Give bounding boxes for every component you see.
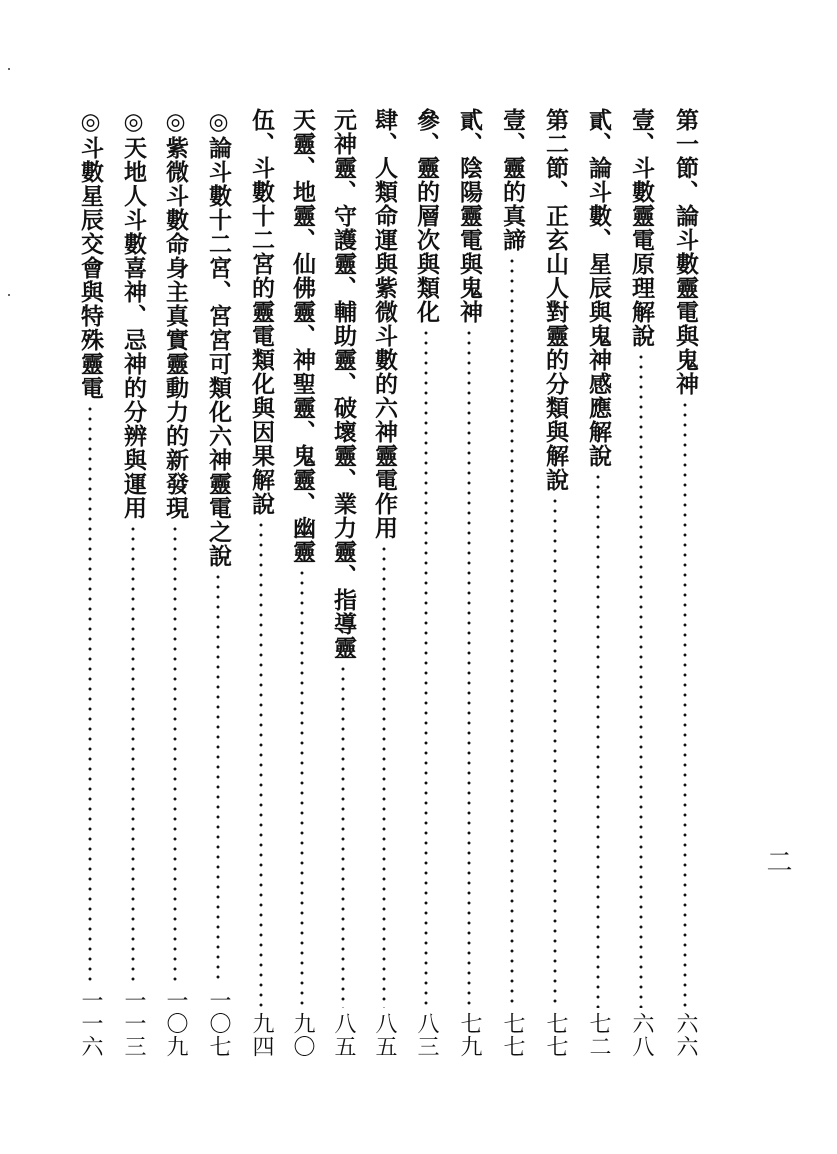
entry-page: 八三 [414,1012,439,1058]
entry-title: 貳、論斗數、星辰與鬼神感應解說 [585,108,612,468]
toc-entry[interactable] [157,108,193,1058]
entry-page: 七七 [543,1012,568,1058]
entry-page: 九四 [249,1012,274,1058]
scan-speck [8,294,10,296]
entry-page: 九〇 [290,1012,315,1058]
entry-title: 天靈、地靈、仙佛靈、神聖靈、鬼靈、幽靈 [289,108,316,564]
entry-page: 六六 [673,1012,698,1058]
dot-leader [667,400,703,1008]
toc-entry[interactable] [667,108,703,1058]
dot-leader [451,328,487,1008]
toc-entry[interactable] [580,108,616,1058]
dot-leader [408,328,444,1008]
dot-leader [494,256,530,1008]
entry-title: 壹、靈的真諦 [499,108,526,252]
dot-leader [366,544,402,1008]
dot-leader [325,664,361,1008]
entry-page: 七二 [586,1012,611,1058]
dot-leader [623,352,659,1008]
dot-leader [537,496,573,1008]
toc-entry[interactable] [115,108,151,1058]
dot-leader [243,520,279,1008]
entry-page: 七九 [457,1012,482,1058]
dot-leader [72,404,108,985]
entry-title: 元神靈、守護靈、輔助靈、破壞靈、業力靈、指導靈 [330,108,357,660]
entry-page: 八五 [331,1012,356,1058]
entry-title: 壹、斗數靈電原理解說 [628,108,655,348]
entry-page: 一一六 [78,989,103,1058]
toc-entry[interactable] [243,108,279,1058]
entry-page: 八五 [372,1012,397,1058]
toc-entry[interactable] [366,108,402,1058]
entry-page: 一〇七 [206,989,231,1058]
entry-page: 七七 [500,1012,525,1058]
entry-page: 一〇九 [163,989,188,1058]
entry-title: 貳、陰陽靈電與鬼神 [456,108,483,324]
dot-leader [284,568,320,1008]
toc-entry[interactable] [451,108,487,1058]
toc-entry[interactable] [284,108,320,1058]
entry-page: 一一三 [121,989,146,1058]
entry-title: 伍、斗數十二宮的靈電類化與因果解說 [248,108,275,516]
entry-title: ◎天地人斗數喜神、忌神的分辨與運用 [120,108,147,520]
dot-leader [200,572,236,985]
dot-leader [580,472,616,1008]
entry-title: ◎紫微斗數命身主真實靈動力的新發現 [162,108,189,520]
entry-title: 第二節、正玄山人對靈的分類與解說 [542,108,569,492]
toc-entry[interactable] [200,108,236,1058]
scan-speck [8,68,10,70]
toc-entry[interactable] [494,108,530,1058]
entry-title: ◎斗數星辰交會與特殊靈電 [77,108,104,400]
entry-title: 第一節、論斗數靈電與鬼神 [672,108,699,396]
toc-entry[interactable] [537,108,573,1058]
entry-title: 參、靈的層次與類化 [413,108,440,324]
entry-title: 肆、人類命運與紫微斗數的六神靈電作用 [371,108,398,540]
entry-title: ◎論斗數十二宮、宮宮可類化六神靈電之說 [205,108,232,568]
dot-leader [115,524,151,985]
toc-entry[interactable] [623,108,659,1058]
page-number: 二 [762,848,792,874]
entry-page: 六八 [629,1012,654,1058]
dot-leader [157,524,193,985]
toc-entry[interactable] [72,108,108,1058]
toc-entry[interactable] [325,108,361,1058]
toc-entry[interactable] [408,108,444,1058]
